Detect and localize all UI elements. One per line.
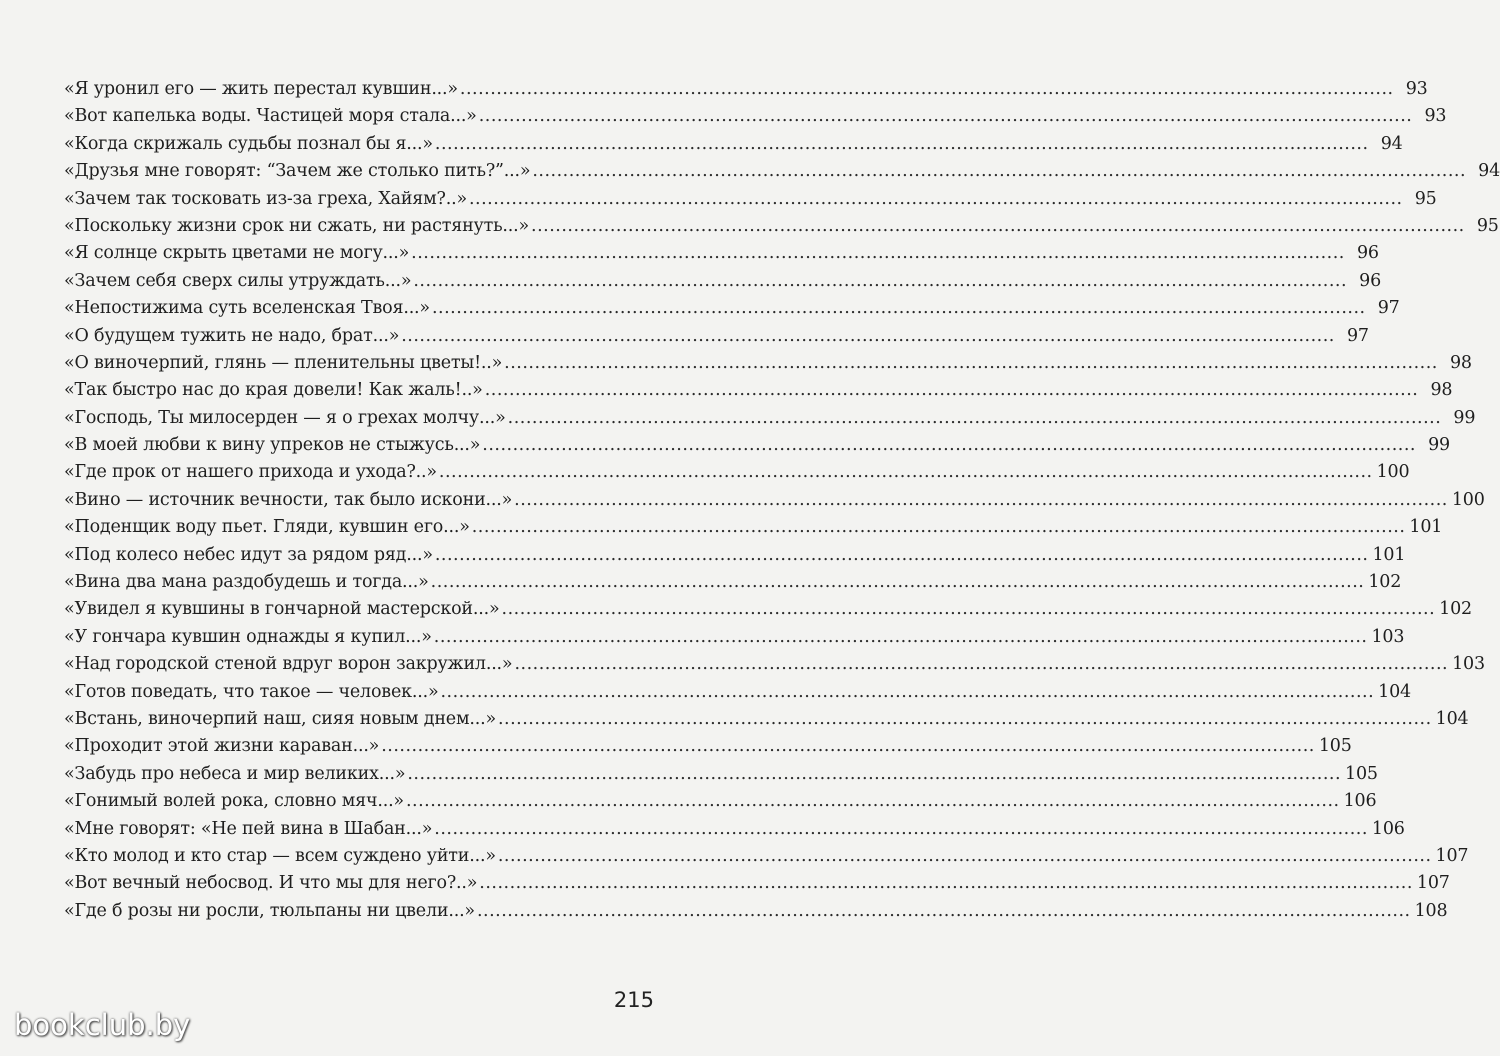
toc-entry-title: «Вот вечный небосвод. И что мы для него?..» xyxy=(64,873,478,894)
dot-leader xyxy=(407,761,1341,788)
toc-entry xyxy=(64,76,1428,103)
toc-entry-page: 104 xyxy=(1378,681,1411,702)
toc-entry-page: 107 xyxy=(1435,845,1469,866)
toc-entry xyxy=(64,405,1476,432)
toc-entry-title: «Зачем себя сверх силы утруждать...» xyxy=(64,270,412,291)
toc-entry xyxy=(64,131,1403,158)
toc-entry xyxy=(64,514,1443,541)
toc-entry xyxy=(64,240,1379,267)
dot-leader xyxy=(498,706,1432,733)
toc-entry-title: «У гончара кувшин однажды я купил...» xyxy=(64,626,432,647)
toc-entry-title: «В моей любви к вину упреков не стыжусь...» xyxy=(64,435,481,456)
dot-leader xyxy=(439,459,1373,486)
toc-entry-page: 98 xyxy=(1449,352,1472,373)
toc-entry xyxy=(64,268,1382,295)
toc-entry-title: «Увидел я кувшины в гончарной мастерской...» xyxy=(64,599,500,620)
dot-leader xyxy=(479,870,1413,897)
dot-leader xyxy=(504,350,1438,377)
toc-entry-title: «Так быстро нас до края довели! Как жаль!..» xyxy=(64,380,483,401)
watermark: bookclub.by xyxy=(14,1008,191,1042)
toc-entry xyxy=(64,706,1469,733)
dot-leader xyxy=(431,569,1365,596)
toc-entry xyxy=(64,761,1378,788)
dot-leader xyxy=(508,405,1442,432)
dot-leader xyxy=(479,103,1413,130)
toc-entry-page: 98 xyxy=(1430,380,1453,401)
toc-entry-title: «Когда скрижаль судьбы познал бы я...» xyxy=(64,133,433,154)
toc-entry-title: «Вино — источник вечности, так было искони...» xyxy=(64,489,513,510)
toc-entry xyxy=(64,459,1410,486)
dot-leader xyxy=(472,514,1406,541)
toc-entry-page: 100 xyxy=(1376,462,1410,483)
dot-leader xyxy=(477,898,1411,925)
toc-entry-page: 94 xyxy=(1478,161,1500,182)
toc-entry-page: 105 xyxy=(1318,736,1352,757)
toc-entry-title: «Забудь про небеса и мир великих...» xyxy=(64,763,406,784)
toc-entry-title: «Над городской стеной вдруг ворон закружил...» xyxy=(64,654,513,675)
toc-entry-page: 105 xyxy=(1345,763,1378,784)
toc-entry xyxy=(64,733,1352,760)
dot-leader xyxy=(381,733,1315,760)
toc-entry-page: 96 xyxy=(1356,243,1379,264)
toc-entry-title: «Я солнце скрыть цветами не могу...» xyxy=(64,243,410,264)
toc-entry-page: 99 xyxy=(1428,435,1450,456)
dot-leader xyxy=(514,487,1448,514)
toc-entry-title: «Под колесо небес идут за рядом ряд...» xyxy=(64,544,433,565)
toc-entry xyxy=(64,323,1369,350)
toc-entry-page: 96 xyxy=(1359,270,1382,291)
toc-entry xyxy=(64,651,1485,678)
toc-entry-title: «Я уронил его — жить перестал кувшин...» xyxy=(64,79,458,99)
toc-entry xyxy=(64,432,1450,459)
toc-entry-page: 99 xyxy=(1453,407,1476,428)
dot-leader xyxy=(435,131,1369,158)
dot-leader xyxy=(413,268,1347,295)
dot-leader xyxy=(440,679,1374,706)
dot-leader xyxy=(434,816,1368,843)
toc-entry-title: «Непостижима суть вселенская Твоя...» xyxy=(64,298,430,319)
toc-entry-title: «Где б розы ни росли, тюльпаны ни цвели...» xyxy=(64,900,475,921)
toc-entry-title: «Где прок от нашего прихода и ухода?..» xyxy=(64,462,437,483)
dot-leader xyxy=(460,76,1394,103)
toc-entry-page: 93 xyxy=(1405,79,1428,99)
toc-entry xyxy=(64,898,1448,925)
toc-entry-title: «Вина два мана раздобудешь и тогда...» xyxy=(64,572,429,593)
toc-entry-page: 95 xyxy=(1476,215,1499,236)
toc-entry-title: «О виночерпий, глянь — пленительны цветы!..» xyxy=(64,352,503,373)
toc-entry xyxy=(64,350,1472,377)
toc-entry-title: «Мне говорят: «Не пей вина в Шабан...» xyxy=(64,818,433,839)
dot-leader xyxy=(514,651,1448,678)
toc-entry xyxy=(64,377,1453,404)
toc-entry-page: 102 xyxy=(1439,599,1472,620)
dot-leader xyxy=(432,295,1366,322)
toc-entry xyxy=(64,103,1447,130)
dot-leader xyxy=(532,158,1466,185)
dot-leader xyxy=(434,624,1368,651)
dot-leader xyxy=(401,323,1335,350)
toc-entry xyxy=(64,487,1485,514)
toc-entry xyxy=(64,679,1411,706)
toc-entry-page: 104 xyxy=(1435,708,1469,729)
toc-entry xyxy=(64,843,1469,870)
toc-entry-page: 97 xyxy=(1347,325,1369,346)
dot-leader xyxy=(485,377,1419,404)
toc-entry-page: 93 xyxy=(1424,106,1447,127)
toc-entry xyxy=(64,569,1402,596)
toc-entry-page: 108 xyxy=(1414,900,1448,921)
toc-entry xyxy=(64,295,1400,322)
toc-entry-title: «О будущем тужить не надо, брат...» xyxy=(64,325,400,346)
toc-entry xyxy=(64,213,1499,240)
toc-entry-title: «Господь, Ты милосерден — я о грехах молчу...» xyxy=(64,407,506,428)
toc-entry-page: 106 xyxy=(1343,791,1377,812)
dot-leader xyxy=(469,186,1403,213)
dot-leader xyxy=(406,788,1340,815)
toc-entry-page: 100 xyxy=(1451,489,1485,510)
toc-entry-title: «Проходит этой жизни караван...» xyxy=(64,736,380,757)
toc-entry xyxy=(64,186,1437,213)
toc-entry-page: 101 xyxy=(1372,544,1406,565)
dot-leader xyxy=(498,843,1432,870)
dot-leader xyxy=(502,596,1436,623)
toc-entry-title: «Зачем так тосковать из-за греха, Хайям?..» xyxy=(64,188,467,209)
toc-entry-page: 94 xyxy=(1380,133,1403,154)
dot-leader xyxy=(482,432,1416,459)
toc-entry-title: «Готов поведать, что такое — человек...» xyxy=(64,681,439,702)
toc-entry-page: 107 xyxy=(1416,873,1450,894)
table-of-contents xyxy=(64,76,1500,925)
toc-entry-page: 103 xyxy=(1371,626,1405,647)
toc-entry-page: 95 xyxy=(1414,188,1437,209)
dot-leader xyxy=(435,542,1369,569)
toc-entry-title: «Кто молод и кто стар — всем суждено уйти...» xyxy=(64,845,496,866)
toc-entry-title: «Гонимый волей рока, словно мяч...» xyxy=(64,791,404,812)
toc-entry xyxy=(64,788,1377,815)
toc-entry-title: «Встань, виночерпий наш, сияя новым днем...» xyxy=(64,708,496,729)
toc-entry xyxy=(64,816,1405,843)
toc-entry xyxy=(64,542,1406,569)
toc-entry-page: 101 xyxy=(1409,517,1443,538)
toc-entry xyxy=(64,158,1500,185)
toc-entry-page: 97 xyxy=(1377,298,1400,319)
toc-entry xyxy=(64,596,1472,623)
toc-entry xyxy=(64,870,1450,897)
toc-entry xyxy=(64,624,1405,651)
toc-entry-title: «Друзья мне говорят: “Зачем же столько пить?”...» xyxy=(64,161,531,182)
toc-entry-title: «Поденщик воду пьет. Гляди, кувшин его...» xyxy=(64,517,470,538)
dot-leader xyxy=(531,213,1465,240)
toc-entry-page: 106 xyxy=(1371,818,1405,839)
toc-entry-title: «Поскольку жизни срок ни сжать, ни растянуть...» xyxy=(64,215,530,236)
toc-entry-page: 103 xyxy=(1452,654,1485,675)
toc-entry-title: «Вот капелька воды. Частицей моря стала...» xyxy=(64,106,477,127)
dot-leader xyxy=(411,240,1345,267)
page-number: 215 xyxy=(613,988,654,1012)
toc-entry-page: 102 xyxy=(1368,572,1402,593)
